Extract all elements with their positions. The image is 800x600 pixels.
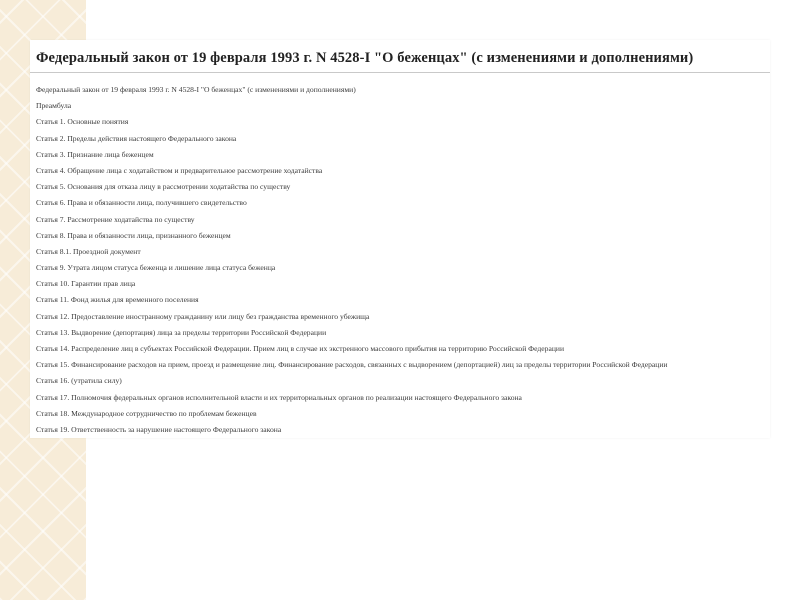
toc-item-label[interactable]: Статья 2. Пределы действия настоящего Федерального закона — [36, 133, 237, 143]
toc-item[interactable] — [36, 147, 766, 163]
toc-item-label[interactable]: Статья 18. Международное сотрудничество по проблемам беженцев — [36, 408, 257, 418]
toc-item[interactable] — [36, 228, 766, 244]
toc-item-label[interactable]: Статья 17. Полномочия федеральных органов исполнительной власти и их территориальных органов по реализации настоящего Федерального закона — [36, 392, 522, 402]
toc-item-label[interactable]: Статья 9. Утрата лицом статуса беженца и лишение лица статуса беженца — [36, 263, 276, 273]
toc-item[interactable] — [36, 82, 766, 98]
toc-item-label[interactable]: Статья 8.1. Проездной документ — [36, 246, 141, 256]
toc-item-label[interactable]: Статья 6. Права и обязанности лица, получившего свидетельство — [36, 198, 247, 208]
toc-item[interactable] — [36, 98, 766, 114]
toc-item[interactable] — [36, 195, 766, 211]
title-divider — [30, 72, 770, 73]
toc-item[interactable] — [36, 406, 766, 422]
toc-item[interactable] — [36, 292, 766, 308]
toc-item[interactable] — [36, 179, 766, 195]
document-panel — [30, 40, 770, 438]
toc-item[interactable] — [36, 390, 766, 406]
toc-item[interactable] — [36, 114, 766, 130]
toc-item[interactable] — [36, 357, 766, 373]
toc-item-label[interactable]: Статья 7. Рассмотрение ходатайства по существу — [36, 214, 195, 224]
table-of-contents — [36, 82, 766, 438]
toc-item[interactable] — [36, 260, 766, 276]
toc-item-label[interactable]: Статья 10. Гарантии прав лица — [36, 279, 136, 289]
toc-item-label[interactable]: Статья 5. Основания для отказа лицу в рассмотрении ходатайства по существу — [36, 182, 291, 192]
toc-item-label[interactable]: Статья 13. Выдворение (депортация) лица за пределы территории Российской Федерации — [36, 327, 327, 337]
toc-item-label[interactable]: Статья 4. Обращение лица с ходатайством и предварительное рассмотрение ходатайства — [36, 165, 323, 175]
toc-item-label[interactable]: Федеральный закон от 19 февраля 1993 г. N 4528-I "О беженцах" (с изменениями и дополнениями) — [36, 85, 356, 94]
toc-item-label[interactable]: Статья 12. Предоставление иностранному гражданину или лицу без гражданства временного убежища — [36, 311, 370, 321]
page-title: Федеральный закон от 19 февраля 1993 г. N 4528-I "О беженцах" (с изменениями и дополнениями) — [36, 50, 694, 66]
toc-item-label[interactable]: Статья 15. Финансирование расходов на прием, проезд и размещение лиц. Финансирование расходов, связанных с выдворением (депортацией) лиц за пределы территории Российской Федерации — [36, 360, 668, 370]
toc-item[interactable] — [36, 373, 766, 389]
toc-item[interactable] — [36, 422, 766, 438]
toc-item-label[interactable]: Статья 16. (утратила силу) — [36, 376, 122, 386]
toc-item-label[interactable]: Статья 14. Распределение лиц в субъектах Российской Федерации. Прием лиц в случае их экстренного массового прибытия на территорию Российской Федерации — [36, 344, 565, 353]
toc-item-label[interactable]: Преамбула — [36, 101, 72, 111]
toc-item-label[interactable]: Статья 11. Фонд жилья для временного поселения — [36, 295, 199, 305]
toc-item-label[interactable]: Статья 1. Основные понятия — [36, 117, 129, 127]
toc-item-label[interactable]: Статья 3. Признание лица беженцем — [36, 149, 154, 159]
toc-item-label[interactable]: Статья 19. Ответственность за нарушение настоящего Федерального закона — [36, 424, 282, 434]
toc-item[interactable] — [36, 309, 766, 325]
toc-item[interactable] — [36, 212, 766, 228]
toc-item-label[interactable]: Статья 8. Права и обязанности лица, признанного беженцем — [36, 230, 231, 240]
toc-item[interactable] — [36, 244, 766, 260]
toc-item[interactable] — [36, 341, 766, 357]
toc-item[interactable] — [36, 131, 766, 147]
toc-item[interactable] — [36, 276, 766, 292]
toc-item[interactable] — [36, 163, 766, 179]
toc-item[interactable] — [36, 325, 766, 341]
